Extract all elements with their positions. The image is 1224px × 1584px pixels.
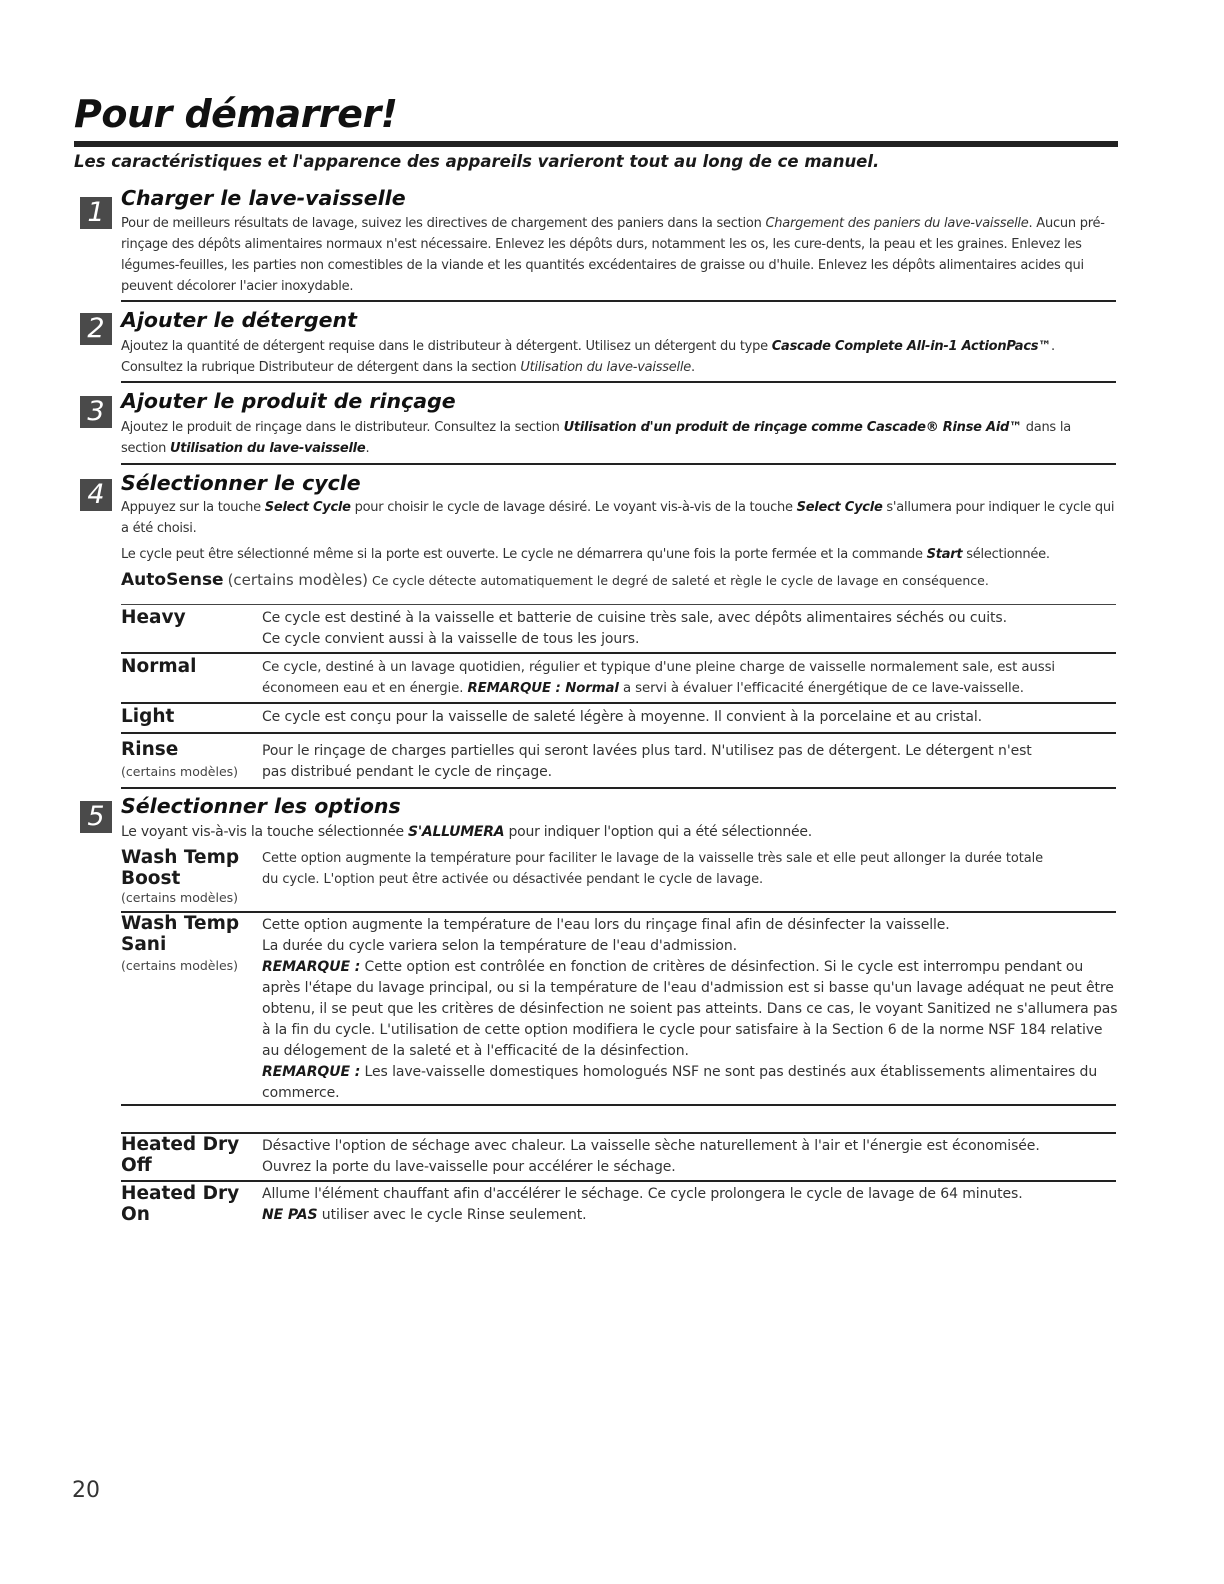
divider: [121, 604, 1116, 605]
cycle-normal-name: Normal: [121, 656, 197, 677]
option-wash-temp-sani-note: (certains modèles): [121, 958, 239, 973]
option-heated-dry-off-desc: Désactive l'option de séchage avec chaleur. La vaisselle sèche naturellement à l'air et l'énergie est économisée. Ouvrez la porte du lave-vaisselle pour accélérer le séchage.: [262, 1138, 1040, 1175]
option-heated-dry-off-name: Heated Dry Off: [121, 1134, 240, 1176]
step-1-badge: 1: [80, 197, 112, 229]
option-wash-temp-boost-name: Wash Temp Boost: [121, 847, 240, 889]
page-number: 20: [72, 1478, 100, 1503]
divider: [121, 381, 1116, 383]
step-2-title: Ajouter le détergent: [121, 308, 357, 332]
divider: [121, 732, 1116, 734]
step-3-text: Ajoutez le produit de rinçage dans le distributeur. Consultez la section Utilisation d'un produit de rinçage comme Cascade® Rinse Aid™ dans la section Utilisation du lave-vaisselle.: [121, 420, 1071, 456]
step-4-title: Sélectionner le cycle: [121, 471, 361, 495]
divider: [121, 911, 1116, 913]
divider: [121, 463, 1116, 465]
divider: [121, 300, 1116, 302]
cycle-normal-desc: Ce cycle, destiné à un lavage quotidien, régulier et typique d'une pleine charge de vaisselle normalement sale, est aussi économeen eau et en énergie. REMARQUE : Normal a servi à évaluer l'efficacité énergétique de ce lave-vaisselle.: [262, 660, 1055, 696]
page-subtitle: Les caractéristiques et l'apparence des appareils varieront tout au long de ce manuel.: [74, 152, 880, 171]
cycle-rinse-note: (certains modèles): [121, 764, 239, 779]
cycle-heavy-desc: Ce cycle est destiné à la vaisselle et batterie de cuisine très sale, avec dépôts alimentaires séchés ou cuits. Ce cycle convient aussi à la vaisselle de tous les jours.: [262, 610, 1007, 647]
cycle-heavy-name: Heavy: [121, 607, 186, 628]
divider: [121, 1180, 1116, 1182]
step-3-title: Ajouter le produit de rinçage: [121, 389, 456, 413]
step-2-text: Ajoutez la quantité de détergent requise dans le distributeur à détergent. Utilisez un détergent du type Cascade Complete All-in-1 ActionPacs™. Consultez la rubrique Distributeur de détergent dans la section Utilisation du lave-vaisselle.: [121, 339, 1055, 375]
divider: [121, 652, 1116, 654]
autosense-line: AutoSense (certains modèles) Ce cycle détecte automatiquement le degré de saleté et règle le cycle de lavage en conséquence.: [121, 570, 989, 590]
option-wash-temp-sani-desc: Cette option augmente la température de l'eau lors du rinçage final afin de désinfecter la vaisselle. La durée du cycle variera selon la température de l'eau d'admission. REMARQUE : Cette option est contrôlée en fonction de critères de désinfection. Si le cycle est interrompu pendant ou après l'étape du lavage principal, ou si la température de l'eau d'admission est si basse qu'un lavage adéquat ne peut être obtenu, il se peut que les critères de désinfection ne soient pas atteints. Dans ce cas, le voyant Sanitized ne s'allumera pas à la fin du cycle. L'utilisation de cette option modifiera le cycle pour satisfaire à la Section 6 de la norme NSF 184 relative au délogement de la saleté et à l'efficacité de la désinfection. REMARQUE : Les lave-vaisselle domestiques homologués NSF ne sont pas destinés aux établissements alimentaires du commerce.: [262, 917, 1118, 1101]
option-wash-temp-boost-desc: Cette option augmente la température pour faciliter le lavage de la vaisselle très sale et elle peut allonger la durée totale du cycle. L'option peut être activée ou désactivée pendant le cycle de lavage.: [262, 851, 1043, 887]
title-rule: [74, 141, 1118, 147]
option-wash-temp-sani-name: Wash Temp Sani: [121, 913, 240, 955]
page-title: Pour démarrer!: [74, 92, 398, 136]
option-wash-temp-boost-note: (certains modèles): [121, 890, 239, 905]
step-1-title: Charger le lave-vaisselle: [121, 186, 406, 210]
cycle-light-desc: Ce cycle est conçu pour la vaisselle de saleté légère à moyenne. Il convient à la porcelaine et au cristal.: [262, 709, 982, 725]
step-5-text: Le voyant vis-à-vis la touche sélectionnée S'ALLUMERA pour indiquer l'option qui a été sélectionnée.: [121, 824, 812, 840]
divider: [121, 1104, 1116, 1106]
divider: [121, 1132, 1116, 1134]
divider: [121, 702, 1116, 704]
step-4-text-1: Appuyez sur la touche Select Cycle pour choisir le cycle de lavage désiré. Le voyant vis-à-vis de la touche Select Cycle s'allumera pour indiquer le cycle qui a été choisi.: [121, 500, 1115, 536]
step-5-badge: 5: [80, 801, 112, 833]
divider: [121, 787, 1116, 789]
option-heated-dry-on-name: Heated Dry On: [121, 1183, 240, 1225]
step-3-badge: 3: [80, 396, 112, 428]
step-1-text: Pour de meilleurs résultats de lavage, suivez les directives de chargement des paniers dans la section Chargement des paniers du lave-vaisselle. Aucun pré-rinçage des dépôts alimentaires normaux n'est nécessaire. Enlevez les dépôts durs, notamment les os, les cure-dents, la peau et les graines. Enlevez les légumes-feuilles, les parties non comestibles de la viande et les quantités excédentaires de graisse ou d'huile. Enlevez les dépôts alimentaires acides qui peuvent décolorer l'acier inoxydable.: [121, 216, 1105, 294]
step-2-badge: 2: [80, 313, 112, 345]
cycle-rinse-name: Rinse: [121, 739, 179, 760]
option-heated-dry-on-desc: Allume l'élément chauffant afin d'accélérer le séchage. Ce cycle prolongera le cycle de lavage de 64 minutes. NE PAS utiliser avec le cycle Rinse seulement.: [262, 1186, 1023, 1223]
cycle-light-name: Light: [121, 706, 175, 727]
step-4-badge: 4: [80, 479, 112, 511]
step-4-text-2: Le cycle peut être sélectionné même si la porte est ouverte. Le cycle ne démarrera qu'une fois la porte fermée et la commande Start sélectionnée.: [121, 547, 1050, 562]
cycle-rinse-desc: Pour le rinçage de charges partielles qui seront lavées plus tard. N'utilisez pas de détergent. Le détergent n'est pas distribué pendant le cycle de rinçage.: [262, 743, 1032, 780]
step-5-title: Sélectionner les options: [121, 794, 401, 818]
